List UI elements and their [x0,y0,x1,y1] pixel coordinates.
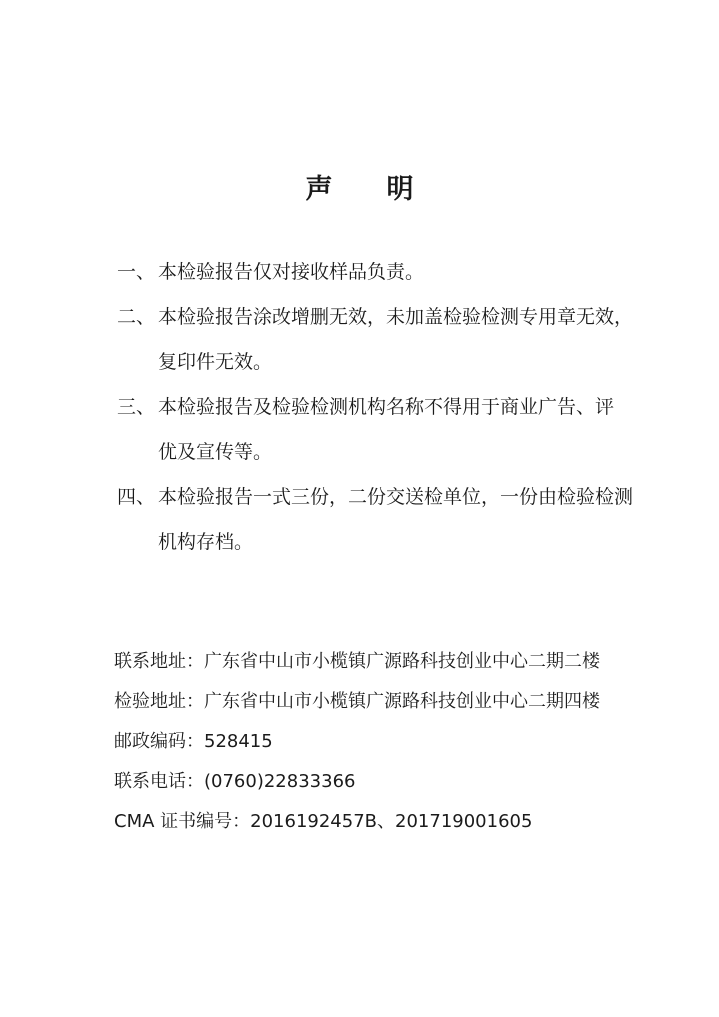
postal-code-value: 528415 [204,731,273,752]
inspection-address-line [114,682,674,722]
item-line: 复印件无效。 [158,351,273,373]
contact-address-value: 广东省中山市小榄镇广源路科技创业中心二期二楼 [204,651,600,672]
phone-line [114,762,674,802]
item-line: 机构存档。 [158,531,254,553]
item-number: 一、 [117,261,156,283]
cma-certificate-label: CMA 证书编号： [114,811,251,832]
postal-code-line [114,722,674,762]
page-title: 声 明 [305,174,414,205]
item-line: 本检验报告一式三份，二份交送检单位，一份由检验检测 [158,486,634,508]
item-number: 四、 [117,486,156,508]
phone-value: (0760)22833366 [204,771,356,792]
item-line: 本检验报告涂改增删无效，未加盖检验检测专用章无效， [158,306,634,328]
contact-address-line [114,642,674,682]
inspection-address-label: 检验地址： [114,691,204,712]
statement-item-2 [117,295,634,385]
statement-item-1 [117,250,627,295]
cma-certificate-line [114,802,674,842]
statement-item-3 [117,385,627,475]
phone-label: 联系电话： [114,771,204,792]
contact-info-block [114,642,674,842]
cma-certificate-value: 2016192457B、201719001605 [250,811,533,832]
item-text [158,250,627,295]
statement-list [117,250,634,565]
item-number: 二、 [117,306,156,328]
item-line: 本检验报告及检验检测机构名称不得用于商业广告、评 [158,396,615,418]
inspection-address-value: 广东省中山市小榄镇广源路科技创业中心二期四楼 [204,691,600,712]
item-text [158,385,627,475]
item-line: 优及宣传等。 [158,441,273,463]
postal-code-label: 邮政编码： [114,731,204,752]
statement-item-4 [117,475,634,565]
item-text [158,475,633,565]
item-text [158,295,633,385]
contact-address-label: 联系地址： [114,651,204,672]
item-line: 本检验报告仅对接收样品负责。 [158,261,425,283]
item-number: 三、 [117,396,156,418]
